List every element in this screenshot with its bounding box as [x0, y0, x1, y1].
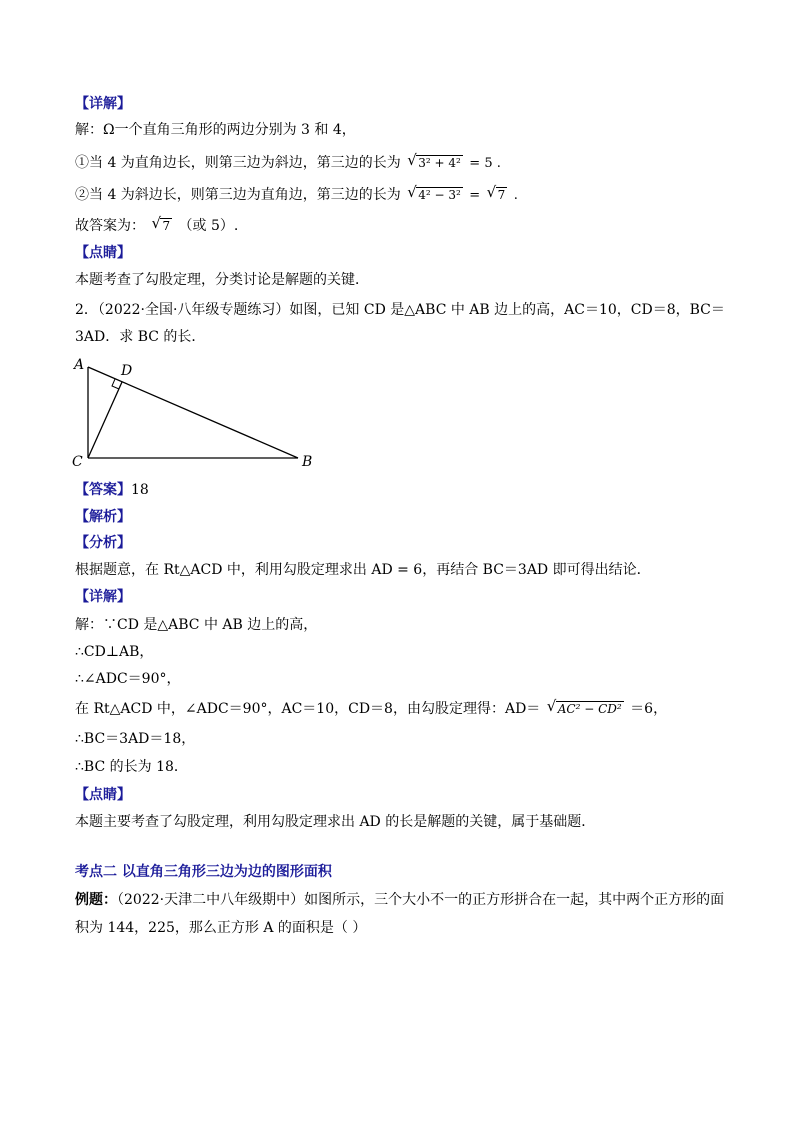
detail-tag-2: 【详解】: [75, 589, 131, 605]
q2-answer: [75, 480, 149, 500]
q2-stem-line1: 2．（2022·全国·八年级专题练习）如图，已知 CD 是△ABC 中 AB 边上的高，AC＝10，CD＝8，BC＝: [75, 302, 725, 318]
q2-detail-radicand: AC² − CD²: [557, 702, 622, 716]
q1-solution-line: 解：Ω一个直角三角形的两边分别为 3 和 4，: [75, 122, 356, 138]
q2-detail-line3: ∴∠ADC＝90°，: [75, 671, 181, 687]
q1-case2-result: 7: [497, 188, 506, 202]
sqrt-expression: √ 4² − 3²: [407, 183, 461, 202]
q1-case2-equals: =: [469, 188, 481, 203]
q2-detail-line4-text: 在 Rt△ACD 中，∠ADC＝90°，AC＝10，CD＝8，由勾股定理得：AD＝: [75, 701, 541, 717]
triangle-figure: [70, 355, 330, 470]
example-line1: [75, 890, 724, 910]
q2-answer-value: 18: [131, 482, 149, 498]
q1-case1-radicand: 3² + 4²: [418, 156, 461, 170]
q2-comment: 本题主要考查了勾股定理，利用勾股定理求出 AD 的长是解题的关键，属于基础题．: [75, 814, 596, 830]
q1-answer-prefix: 故答案为：: [75, 218, 145, 234]
q1-case2: ②当 4 为斜边长，则第三边为直角边，第三边的长为 √ 4² − 3² = √ 7 .: [75, 185, 518, 206]
q1-case1-result: = 5 .: [469, 156, 501, 171]
q2-detail-line4-result: ＝6，: [630, 701, 668, 717]
q2-stem-line2: 3AD．求 BC 的长．: [75, 329, 206, 345]
q2-analysis: 根据题意，在 Rt△ACD 中，利用勾股定理求出 AD = 6，再结合 BC＝3AD 即可得出结论．: [75, 562, 651, 578]
q2-detail-line2: ∴CD⊥AB，: [75, 644, 154, 660]
comment-tag-1: 【点睛】: [75, 245, 131, 261]
q1-case1-text: ①当 4 为直角边长，则第三边为斜边，第三边的长为: [75, 155, 401, 171]
label-c: C: [72, 454, 83, 470]
analysis-tag: 【解析】: [75, 509, 131, 525]
q1-comment: 本题考查了勾股定理，分类讨论是解题的关键．: [75, 272, 369, 288]
q2-detail-line4: [75, 699, 667, 720]
detail-tag-1: 【详解】: [75, 96, 131, 112]
q1-case2-text: ②当 4 为斜边长，则第三边为直角边，第三边的长为: [75, 187, 401, 203]
example-text-1: （2022·天津二中八年级期中）如图所示，三个大小不一的正方形拼合在一起，其中两个正方形的面: [117, 892, 725, 908]
segment-cd: [88, 382, 122, 458]
q2-detail-line6: ∴BC 的长为 18．: [75, 759, 188, 775]
section-title: 考点二 以直角三角形三边为边的图形面积: [75, 864, 332, 880]
sqrt-expression: √ 7: [151, 214, 171, 233]
comment-tag-2: 【点睛】: [75, 787, 131, 803]
q1-case2-radicand: 4² − 3²: [418, 188, 461, 202]
q2-detail-line5: ∴BC＝3AD＝18，: [75, 731, 196, 747]
fenxi-tag: 【分析】: [75, 535, 131, 551]
q1-answer-root: 7: [162, 219, 171, 233]
q2-detail-line1: 解：∵CD 是△ABC 中 AB 边上的高，: [75, 617, 318, 633]
example-label: 例题：: [75, 892, 117, 908]
answer-tag: 【答案】: [75, 482, 131, 498]
q1-answer: [75, 216, 238, 237]
q1-answer-suffix: （或 5）.: [178, 218, 239, 234]
sqrt-expression: √ 7: [486, 183, 506, 202]
segment-ab: [88, 367, 298, 458]
sqrt-expression: √ AC² − CD²: [546, 697, 622, 716]
q1-case1: [75, 153, 501, 174]
label-b: B: [302, 454, 313, 470]
label-d: D: [121, 363, 133, 379]
sqrt-expression: √ 3² + 4²: [407, 151, 461, 170]
label-a: A: [74, 357, 85, 373]
example-line2: 积为 144，225，那么正方形 A 的面积是（ ）: [75, 920, 367, 936]
